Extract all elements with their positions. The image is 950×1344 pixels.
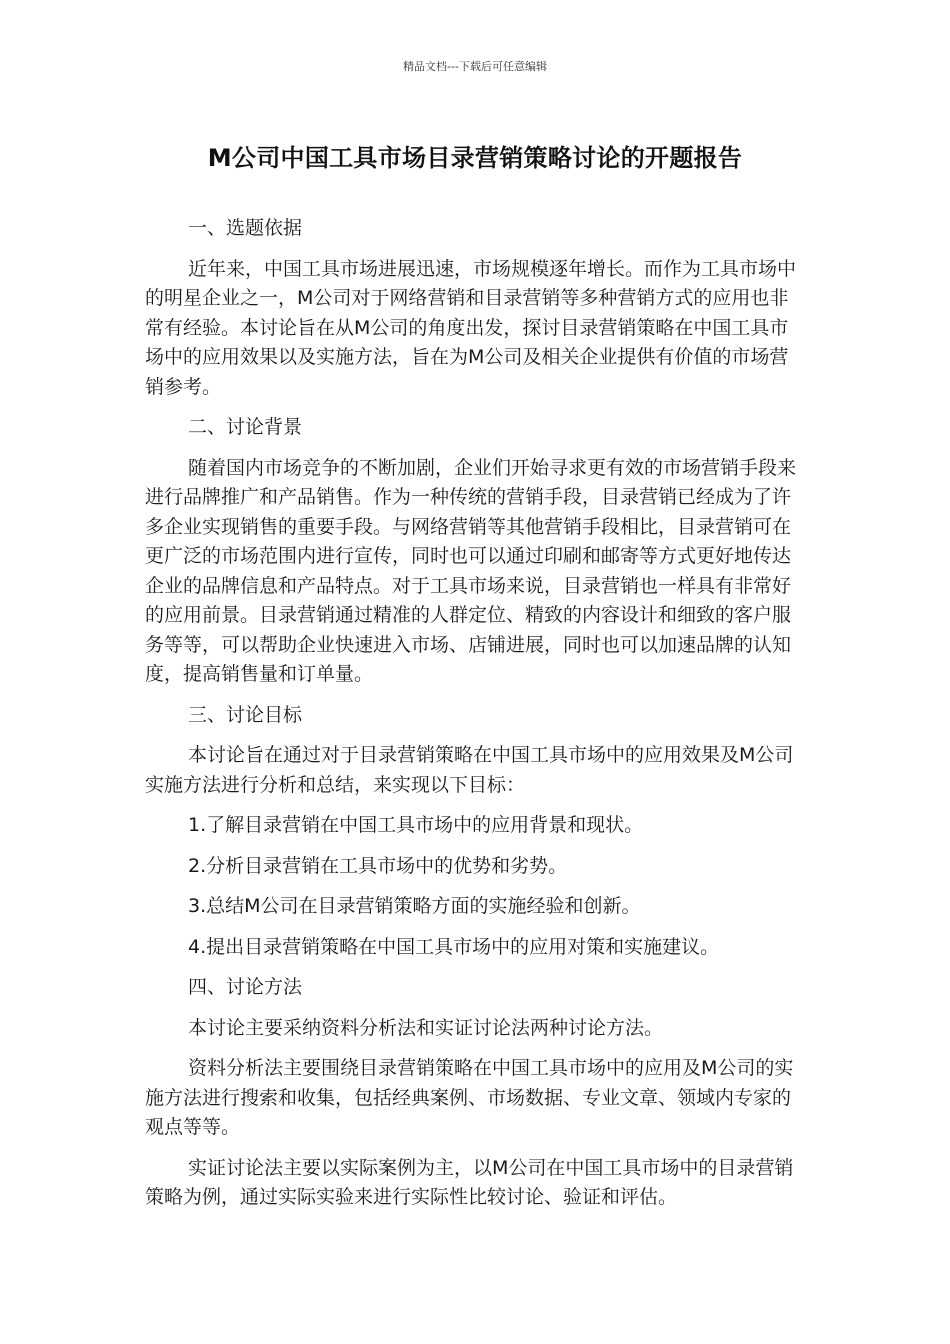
- section-heading-objectives: 三、讨论目标: [188, 703, 303, 726]
- objective-item: 3.总结M公司在目录营销策略方面的实施经验和创新。: [188, 895, 641, 917]
- objective-item: 4.提出目录营销策略在中国工具市场中的应用对策和实施建议。: [188, 935, 720, 958]
- paragraph-background: 随着国内市场竞争的不断加剧，企业们开始寻求更有效的市场营销手段来进行品牌推广和产品销售。作为一种传统的营销手段，目录营销已经成为了许多企业实现销售的重要手段。与网络营销等其他营销手段相比，目录营销可在更广泛的市场范围内进行宣传，同时也可以通过印刷和邮寄等方式更好地传达企业的品牌信息和产品特点。对于工具市场来说，目录营销也一样具有非常好的应用前景。目录营销通过精准的人群定位、精致的内容设计和细致的客户服务等等，可以帮助企业快速进入市场、店铺进展，同时也可以加速品牌的认知度，提高销售量和订单量。: [145, 456, 797, 685]
- section-heading-topic-basis: 一、选题依据: [188, 217, 303, 239]
- section-heading-background: 二、讨论背景: [188, 416, 303, 438]
- document-title: M公司中国工具市场目录营销策略讨论的开题报告: [207, 144, 743, 172]
- paragraph-methods-overview: 本讨论主要采纳资料分析法和实证讨论法两种讨论方法。: [188, 1016, 664, 1039]
- paragraph-objectives-intro: 本讨论旨在通过对于目录营销策略在中国工具市场中的应用效果及M公司实施方法进行分析和总结，来实现以下目标：: [145, 744, 794, 796]
- paragraph-methods-data-analysis: 资料分析法主要围绕目录营销策略在中国工具市场中的应用及M公司的实施方法进行搜索和收集，包括经典案例、市场数据、专业文章、领域内专家的观点等等。: [145, 1057, 794, 1138]
- objective-item: 1.了解目录营销在中国工具市场中的应用背景和现状。: [188, 814, 644, 836]
- paragraph-topic-basis: 近年来，中国工具市场进展迅速，市场规模逐年增长。而作为工具市场中的明星企业之一，M公司对于网络营销和目录营销等多种营销方式的应用也非常有经验。本讨论旨在从M公司的角度出发，探讨目录营销策略在中国工具市场中的应用效果以及实施方法，旨在为M公司及相关企业提供有价值的市场营销参考。: [145, 257, 797, 398]
- paragraph-methods-empirical: 实证讨论法主要以实际案例为主，以M公司在中国工具市场中的目录营销策略为例，通过实际实验来进行实际性比较讨论、验证和评估。: [145, 1156, 794, 1208]
- section-heading-methods: 四、讨论方法: [188, 976, 303, 998]
- page-header: 精品文档---下载后可任意编辑: [403, 60, 547, 73]
- document-body: [145, 214, 797, 1224]
- objective-item: 2.分析目录营销在工具市场中的优势和劣势。: [188, 854, 568, 877]
